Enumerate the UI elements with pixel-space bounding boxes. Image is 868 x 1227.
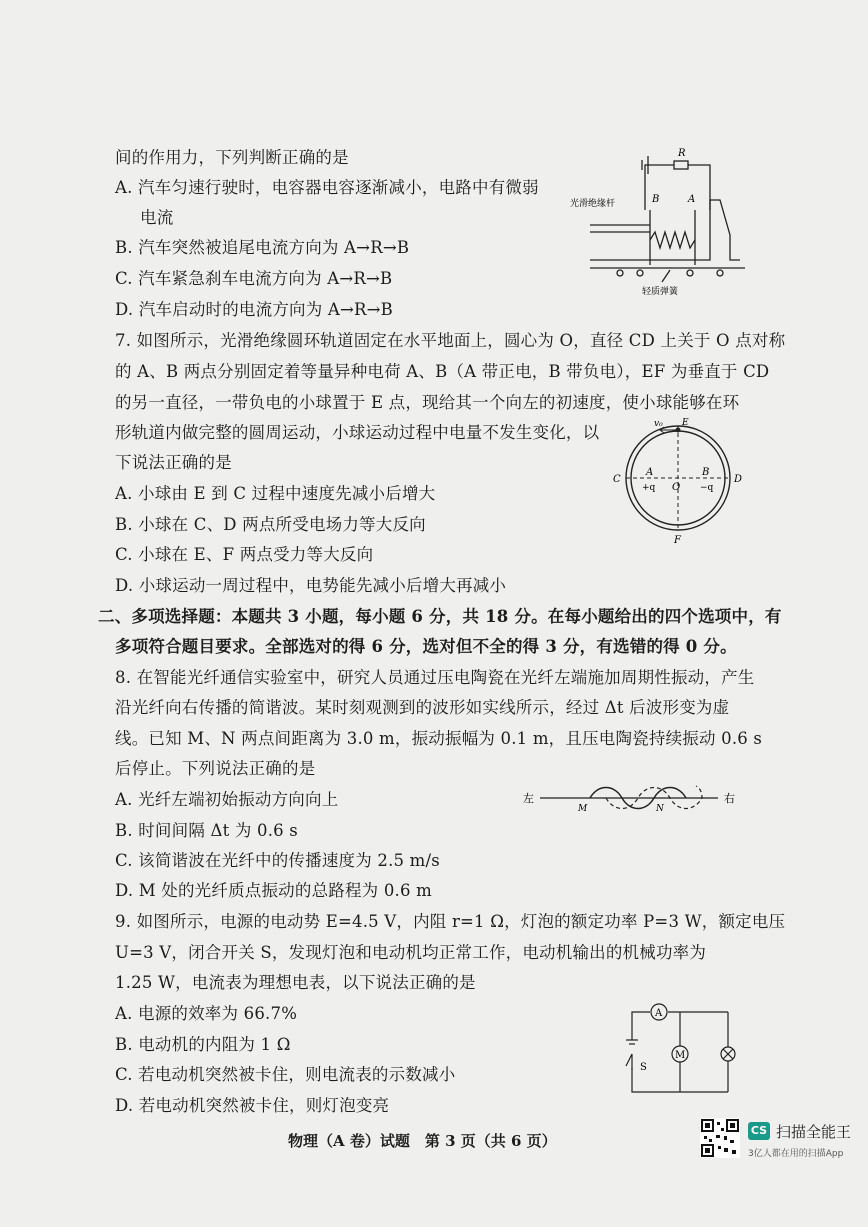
q8-line4: 后停止。下列说法正确的是 [115, 759, 316, 778]
q8-figure-n: N [656, 804, 664, 814]
q9-option-b: B. 电动机的内阻为 1 Ω [115, 1035, 291, 1054]
q6-figure-label-spring: 轻质弹簧 [642, 287, 679, 297]
q8-line3: 线。已知 M、N 两点间距离为 3.0 m，振动振幅为 0.1 m，且压电陶瓷持续振动 0.6 s [115, 729, 763, 748]
q7-figure-f: F [674, 535, 681, 546]
q8-option-a: A. 光纤左端初始振动方向向上 [115, 790, 339, 809]
q6-figure-label-a: A [688, 194, 696, 205]
q6-option-c: C. 汽车紧急刹车电流方向为 A→R→B [115, 269, 393, 288]
q9-figure-motor: M [675, 1050, 686, 1061]
q6-figure-car-capacitor [570, 140, 750, 300]
q8-figure-right: 右 [724, 792, 735, 805]
q9-figure-ammeter: A [655, 1008, 663, 1019]
q7-line2: 的 A、B 两点分别固定着等量异种电荷 A、B（A 带正电，B 带负电），EF 为垂直于 CD [115, 362, 770, 381]
q9-figure-switch: S [640, 1062, 647, 1073]
q6-option-d: D. 汽车启动时的电流方向为 A→R→B [115, 300, 393, 319]
q6-figure-label-r: R [678, 148, 686, 159]
q7-line4: 形轨道内做完整的圆周运动，小球运动过程中电量不发生变化，以 [115, 423, 600, 442]
scanner-app-name: 扫描全能王 [776, 1123, 852, 1141]
q8-figure-left: 左 [523, 792, 534, 805]
qr-code-icon [700, 1118, 740, 1158]
page-footer: 物理（A 卷）试题 第 3 页（共 6 页） [288, 1132, 557, 1150]
q7-line3: 的另一直径，一带负电的小球置于 E 点，现给其一个向左的初速度，使小球能够在环 [115, 393, 740, 412]
q9-line2: U=3 V，闭合开关 S，发现灯泡和电动机均正常工作，电动机输出的机械功率为 [115, 943, 707, 962]
section2-header-line2: 多项符合题目要求。全部选对的得 6 分，选对但不全的得 3 分，有选错的得 0 分。 [115, 637, 737, 656]
q7-option-d: D. 小球运动一周过程中，电势能先减小后增大再减小 [115, 576, 507, 595]
q6-figure-label-rod: 光滑绝缘杆 [570, 199, 616, 209]
cs-logo-icon: CS [748, 1122, 770, 1140]
q8-figure-waveform [520, 776, 750, 820]
q6-option-a-cont: 电流 [140, 208, 174, 227]
q8-option-c: C. 该简谐波在光纤中的传播速度为 2.5 m/s [115, 851, 440, 870]
q9-line1: 9. 如图所示，电源的电动势 E=4.5 V，内阻 r=1 Ω，灯泡的额定功率 P=3 W，额定电压 [115, 912, 786, 931]
q8-figure-m: M [578, 804, 588, 814]
q7-figure-b: B [702, 467, 710, 478]
q8-option-b: B. 时间间隔 Δt 为 0.6 s [115, 821, 298, 840]
q7-figure-plus-q: +q [642, 483, 656, 493]
q7-figure-a: A [646, 467, 654, 478]
q6-figure-label-b: B [652, 194, 660, 205]
q8-line1: 8. 在智能光纤通信实验室中，研究人员通过压电陶瓷在光纤左端施加周期性振动，产生 [115, 668, 755, 687]
q7-figure-minus-q: −q [700, 483, 714, 493]
q7-option-a: A. 小球由 E 到 C 过程中速度先减小后增大 [115, 484, 436, 503]
q6-stem-tail: 间的作用力，下列判断正确的是 [115, 148, 349, 167]
q6-option-a: A. 汽车匀速行驶时，电容器电容逐渐减小，电路中有微弱 [115, 178, 539, 197]
q6-option-b: B. 汽车突然被追尾电流方向为 A→R→B [115, 238, 410, 257]
q9-line3: 1.25 W，电流表为理想电表，以下说法正确的是 [115, 973, 476, 992]
q7-figure-d: D [734, 474, 743, 485]
q9-option-a: A. 电源的效率为 66.7% [115, 1004, 298, 1023]
q7-option-b: B. 小球在 C、D 两点所受电场力等大反向 [115, 515, 426, 534]
q9-figure-circuit [620, 1000, 745, 1102]
q8-line2: 沿光纤向右传播的简谐波。某时刻观测到的波形如实线所示，经过 Δt 后波形变为虚 [115, 698, 730, 717]
q7-figure-e: E [682, 418, 689, 428]
q7-figure-v0: v₀ [654, 419, 663, 429]
q7-option-c: C. 小球在 E、F 两点受力等大反向 [115, 545, 374, 564]
scanner-app-tagline: 3亿人都在用的扫描App [748, 1149, 844, 1159]
q7-line5: 下说法正确的是 [115, 453, 232, 472]
section2-header-line1: 二、多项选择题：本题共 3 小题，每小题 6 分，共 18 分。在每小题给出的四个选项中，有 [98, 607, 782, 626]
q9-option-c: C. 若电动机突然被卡住，则电流表的示数减小 [115, 1065, 456, 1084]
q9-option-d: D. 若电动机突然被卡住，则灯泡变亮 [115, 1096, 390, 1115]
q7-figure-o: O [672, 482, 681, 493]
q7-line1: 7. 如图所示，光滑绝缘圆环轨道固定在水平地面上，圆心为 O，直径 CD 上关于 O 点对称 [115, 331, 786, 350]
q7-figure-ring [610, 415, 750, 547]
q8-option-d: D. M 处的光纤质点振动的总路程为 0.6 m [115, 881, 432, 900]
q7-figure-c: C [613, 474, 621, 485]
